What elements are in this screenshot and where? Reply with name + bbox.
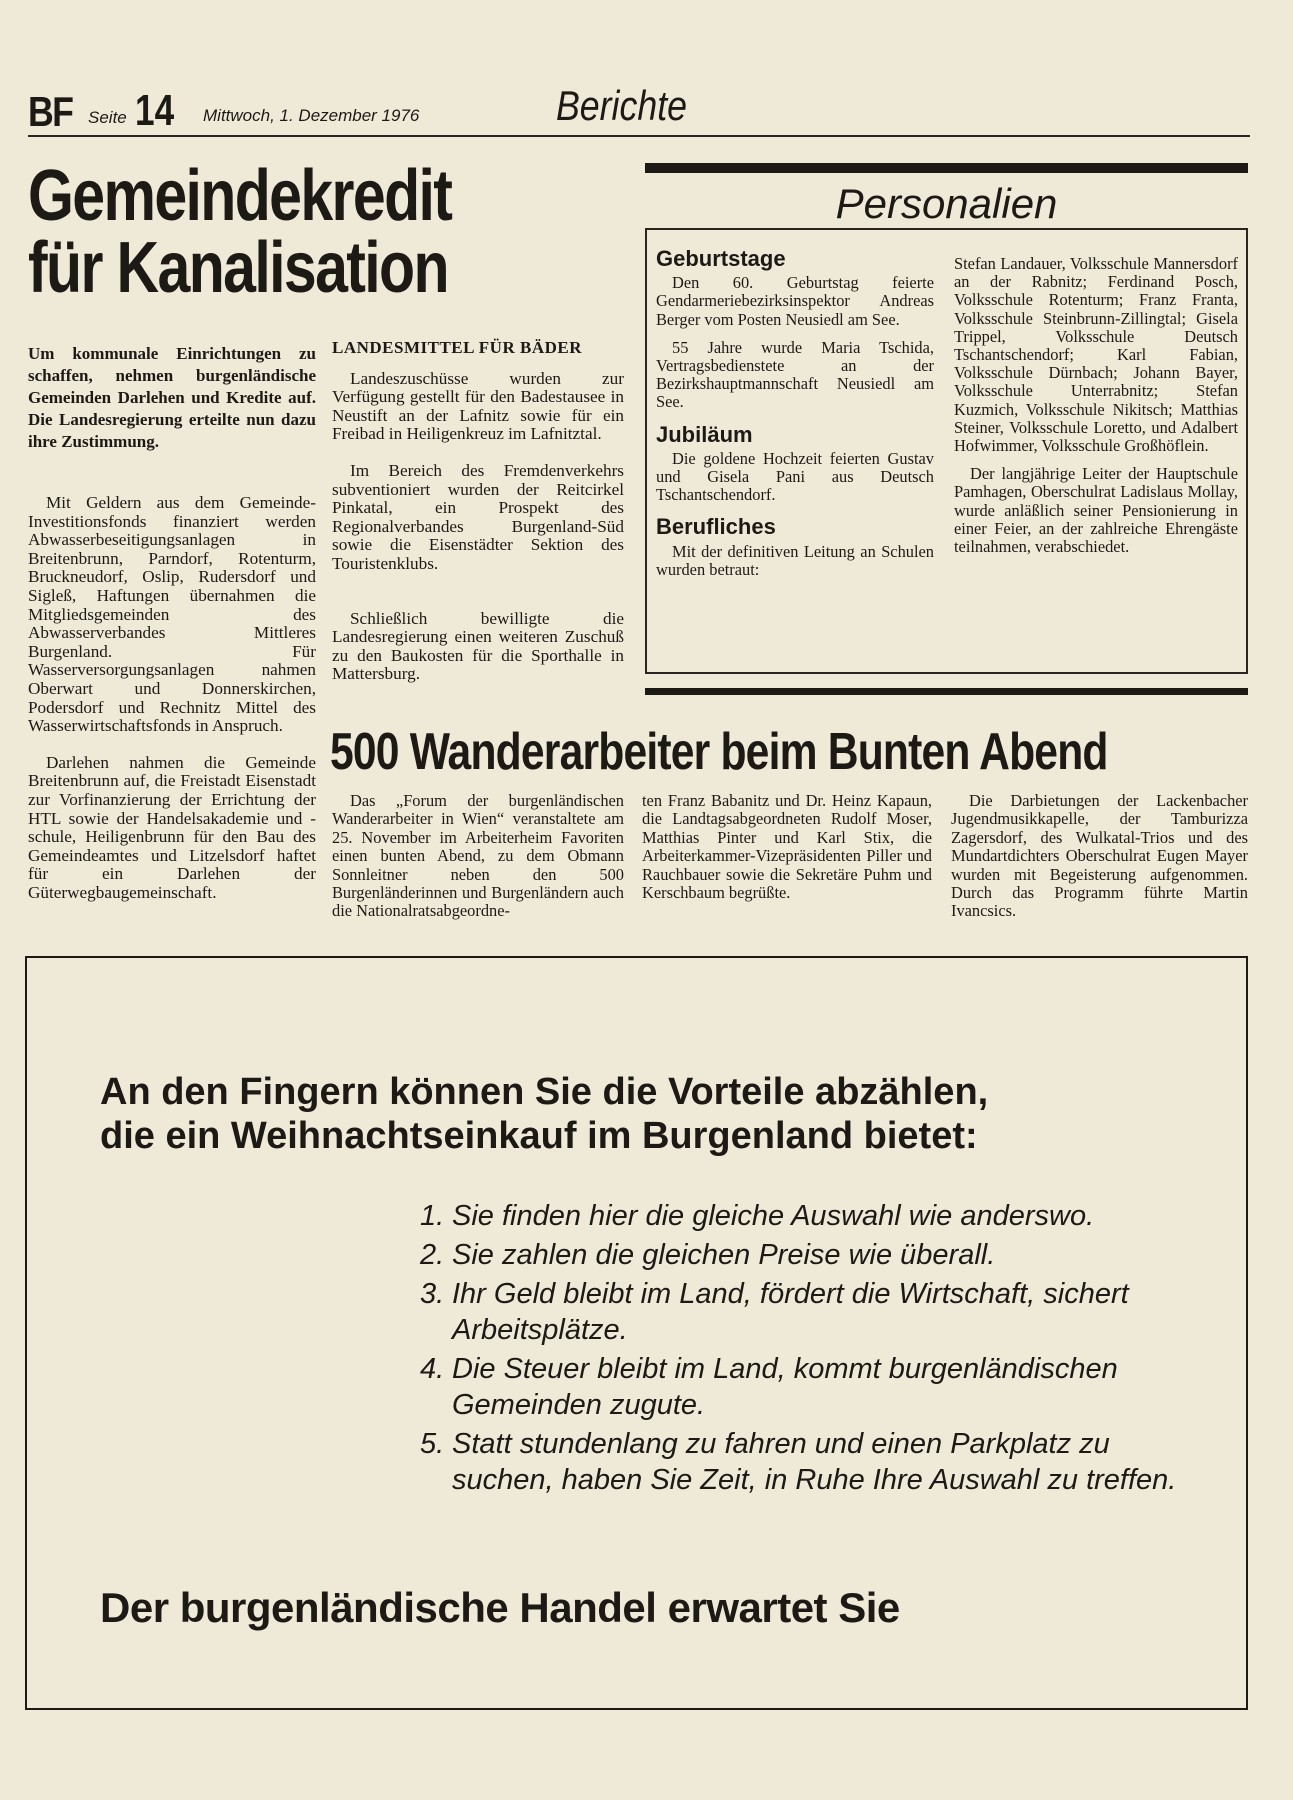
personalien-column-right	[954, 255, 1238, 556]
article-column-1	[28, 494, 316, 902]
headline-line-1: Gemeindekredit	[28, 156, 452, 236]
paragraph: Der langjährige Leiter der Hauptschule Pamhagen, Oberschulrat Ladislaus Mollay, wurde anläßlich seiner Pensionierung in einer Feier, an der zahlreiche Ehrengäste teilnahmen, verabschiedet.	[954, 464, 1238, 557]
personalien-title: Personalien	[835, 180, 1058, 227]
article-headline: 500 Wanderarbeiter beim Bunten Abend	[330, 723, 1108, 781]
article2-column-1	[332, 792, 624, 921]
berufliches-heading: Berufliches	[656, 514, 776, 540]
personalien-column-left	[656, 246, 934, 579]
ad-headline-line-2: die ein Weihnachtseinkauf im Burgenland bietet:	[100, 1115, 978, 1157]
ad-list-item	[420, 1237, 1180, 1273]
item-number: 4.	[420, 1353, 445, 1385]
issue-date: Mittwoch, 1. Dezember 1976	[203, 106, 420, 125]
article-subhead: LANDESMITTEL FÜR BÄDER	[332, 338, 582, 357]
item-number: 3.	[420, 1278, 445, 1310]
item-text: Ihr Geld bleibt im Land, fördert die Wirtschaft, sichert Arbeitsplätze.	[452, 1278, 1129, 1346]
page-label: Seite	[88, 108, 127, 127]
section-title: Berichte	[556, 82, 687, 129]
item-number: 5.	[420, 1428, 445, 1460]
ad-list-item	[420, 1351, 1180, 1423]
item-text: Die Steuer bleibt im Land, kommt burgenländischen Gemeinden zugute.	[452, 1353, 1118, 1421]
item-text: Sie finden hier die gleiche Auswahl wie anderswo.	[452, 1200, 1095, 1232]
paragraph: Den 60. Geburtstag feierte Gendarmeriebezirksinspektor Andreas Berger vom Posten Neusiedl am See.	[656, 273, 934, 329]
personalien-bar	[645, 163, 1248, 173]
paragraph: ten Franz Babanitz und Dr. Heinz Kapaun, die Landtagsabgeordneten Rudolf Moser, Matthias Pinter und Karl Stix, die Arbeiterkammer-Vizepräsidenten Piller und Rauchbauer sowie die Sekretäre Puhm und Kerschbaum begrüßte.	[642, 791, 932, 903]
article-headline	[28, 156, 471, 308]
ad-advantages-list	[420, 1198, 1180, 1501]
paragraph: Landeszuschüsse wurden zur Verfügung gestellt für den Badestausee in Neustift an der Lafnitz sowie für ein Freibad in Heiligenkreuz im Lafnitztal.	[332, 368, 624, 444]
item-text: Statt stundenlang zu fahren und einen Parkplatz zu suchen, haben Sie Zeit, in Ruhe Ihre Auswahl zu treffen.	[452, 1428, 1177, 1496]
article-lead: Um kommunale Einrichtungen zu schaffen, nehmen burgenländische Gemeinden Darlehen und Kredite auf. Die Landesregierung erteilte nun dazu ihre Zustimmung.	[28, 344, 316, 451]
headline-line-2: für Kanalisation	[28, 228, 448, 308]
paragraph: 55 Jahre wurde Maria Tschida, Vertragsbedienstete an der Bezirkshauptmannschaft Neusiedl am See.	[656, 337, 934, 412]
item-number: 1.	[420, 1200, 445, 1232]
paragraph: Die Darbietungen der Lackenbacher Jugendmusikkapelle, der Tamburizza Zagersdorf, des Wulkatal-Trios und des Mundartdichters Oberschulrat Eugen Mayer wurden mit Begeisterung aufgenommen. Durch das Programm führte Martin Ivancsics.	[951, 791, 1248, 921]
paragraph: Mit Geldern aus dem Gemeinde-Investitionsfonds finanziert werden Abwasserbeseitigungsanlagen in Breitenbrunn, Parndorf, Rotenturm, Bruckneudorf, Oslip, Rudersdorf und Sigleß, Haftungen übernahmen die Mitgliedsgemeinden des Abwasserverbandes Mittleres Burgenland. Für Wasserversorgungsanlagen nahmen Oberwart und Donnerskirchen, Podersdorf und Rechnitz Mittel des Wasserwirtschaftsfonds in Anspruch.	[28, 493, 316, 736]
ad-headline	[100, 1070, 1200, 1158]
item-text: Sie zahlen die gleichen Preise wie überall.	[452, 1239, 996, 1271]
jubilaeum-heading: Jubiläum	[656, 421, 753, 447]
masthead-logo: BF	[28, 88, 73, 135]
geburtstage-heading: Geburtstage	[656, 246, 786, 271]
paragraph: Die goldene Hochzeit feierten Gustav und Gisela Pani aus Deutsch Tschantschendorf.	[656, 448, 934, 505]
paragraph: Mit der definitiven Leitung an Schulen wurden betraut:	[656, 541, 934, 579]
paragraph: Stefan Landauer, Volksschule Mannersdorf an der Rabnitz; Ferdinand Posch, Volksschule Rotenturm; Franz Franta, Volksschule Steinbrunn-Zillingtal; Gisela Trippel, Volksschule Deutsch Tschantschendorf; Karl Fabian, Volksschule Dürnbach; Johann Bayer, Volksschule Unterrabnitz; Stefan Kuzmich, Volksschule Nikitsch; Matthias Steiner, Volksschule Loretto, und Adalbert Hofwimmer, Volksschule Großhöflein.	[954, 254, 1238, 456]
article2-column-3	[951, 792, 1248, 921]
page-number: 14	[135, 86, 175, 135]
ad-list-item	[420, 1198, 1180, 1234]
item-number: 2.	[420, 1239, 445, 1271]
ad-headline-line-1: An den Fingern können Sie die Vorteile abzählen,	[100, 1071, 989, 1113]
paragraph: Das „Forum der burgenländischen Wanderarbeiter in Wien“ veranstaltete am 25. November im Arbeiterheim Favoriten einen bunten Abend, zu dem Obmann Sonnleitner neben den 500 Burgenländerinnen und Burgenländern auch die Nationalratsabgeordne-	[332, 791, 624, 921]
ad-list-item	[420, 1426, 1180, 1498]
paragraph: Darlehen nahmen die Gemeinde Breitenbrunn auf, die Freistadt Eisenstadt zur Vorfinanzierung der Errichtung der HTL sowie der Handelsakademie und -schule, Heiligenbrunn für den Bau des Gemeindeamtes und Litzelsdorf haftet für ein Darlehen der Güterwegbaugemeinschaft.	[28, 752, 316, 902]
divider-bar	[645, 688, 1248, 695]
article2-column-2	[642, 792, 932, 902]
header-rule	[28, 135, 1250, 137]
ad-list-item	[420, 1276, 1180, 1348]
article-column-2	[332, 339, 624, 684]
ad-footer-slogan: Der burgenländische Handel erwartet Sie	[100, 1584, 900, 1631]
paragraph: Schließlich bewilligte die Landesregierung einen weiteren Zuschuß zu den Baukosten für die Sporthalle in Mattersburg.	[332, 608, 624, 684]
paragraph: Im Bereich des Fremdenverkehrs subventioniert wurden der Reitcirkel Pinkatal, ein Prospekt des Regionalverbandes Burgenland-Süd sowie die Eisenstädter Sektion des Touristenklubs.	[332, 460, 624, 573]
